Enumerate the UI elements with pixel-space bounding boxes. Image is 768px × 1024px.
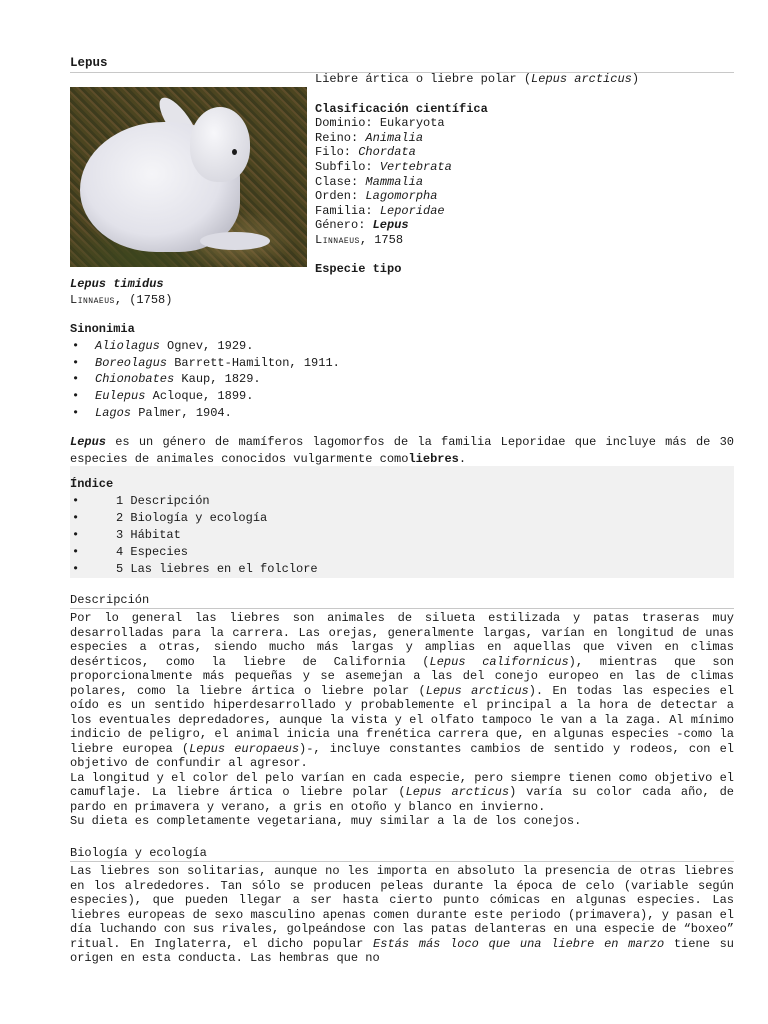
synonymy-heading: Sinonimia: [70, 322, 135, 336]
classification-heading: Clasificación científica: [315, 101, 488, 116]
synonym-authority: Barrett-Hamilton, 1911.: [167, 355, 340, 370]
intro-paragraph: Lepus es un género de mamíferos lagomorfos de la familia Leporidae que incluye más de 30 especies de animales conocidos vulgarmente comoliebres.: [70, 435, 734, 466]
synonym-genus[interactable]: Eulepus: [95, 389, 146, 404]
arctic-hare-photo: [70, 87, 307, 267]
image-caption: Liebre ártica o liebre polar (Lepus arcticus): [315, 72, 640, 86]
classification-label: Clase:: [315, 174, 366, 189]
synonym-authority: Palmer, 1904.: [131, 405, 232, 420]
synonym-genus[interactable]: Boreolagus: [95, 355, 168, 370]
classification-value[interactable]: Animalia: [365, 130, 424, 145]
classification-value[interactable]: Vertebrata: [379, 159, 452, 174]
table-of-contents: [70, 466, 734, 578]
toc-item[interactable]: • 5 Las liebres en el folclore: [70, 561, 734, 578]
toc-item[interactable]: • 4 Especies: [70, 544, 734, 561]
classification-label: Filo:: [315, 145, 359, 160]
descripcion-body: [70, 611, 734, 829]
synonym-item: [70, 388, 734, 405]
synonym-item: [70, 355, 734, 372]
type-species-heading: Especie tipo: [315, 261, 402, 276]
toc-heading: Índice: [70, 477, 114, 491]
synonym-item: [70, 371, 734, 388]
toc-list: [70, 493, 734, 578]
biologia-body: [70, 864, 734, 966]
classification-value[interactable]: Lepus: [372, 218, 409, 233]
genus-authority: Linnaeus, 1758: [315, 232, 404, 247]
synonymy-list: [70, 338, 734, 422]
classification-value[interactable]: Leporidae: [379, 203, 445, 218]
hare-head: [190, 107, 250, 182]
classification-row: [315, 189, 735, 204]
hare-eye: [232, 149, 237, 155]
classification-value[interactable]: Chordata: [358, 145, 416, 160]
synonym-authority: Ognev, 1929.: [159, 338, 254, 353]
synonym-genus[interactable]: Aliolagus: [95, 338, 160, 353]
liebres-link[interactable]: liebres: [408, 451, 459, 466]
toc-item[interactable]: • 3 Hábitat: [70, 527, 734, 544]
toc-item[interactable]: • 2 Biología y ecología: [70, 510, 734, 527]
synonym-item: [70, 338, 734, 355]
descripcion-paragraph: Su dieta es completamente vegetariana, muy similar a la de los conejos.: [70, 814, 582, 828]
synonym-authority: Kaup, 1829.: [174, 372, 261, 387]
type-species-authority: Linnaeus, (1758): [70, 293, 173, 307]
classification-label: Género:: [315, 218, 373, 233]
page-title: Lepus: [70, 56, 108, 70]
synonym-genus[interactable]: Chionobates: [95, 372, 175, 387]
classification-label: Familia:: [315, 203, 380, 218]
descripcion-paragraph: La longitud y el color del pelo varían en cada especie, pero siempre tienen como objetivo el camuflaje. La liebre ártica o liebre polar (Lepus arcticus) varía su color cada año, de pardo en primavera y verano, a gris en otoño y blanco en invierno.: [70, 770, 734, 814]
section-heading-descripcion: Descripción: [70, 593, 734, 609]
classification-row: [315, 175, 735, 190]
classification-row: [315, 145, 735, 160]
classification-row: [315, 116, 735, 131]
type-species: [70, 276, 734, 308]
synonym-item: [70, 405, 734, 422]
section-heading-biologia: Biología y ecología: [70, 846, 734, 862]
classification-row: [315, 204, 735, 219]
classification-label: Orden:: [315, 189, 366, 204]
classification-row: [315, 218, 735, 233]
classification-rows: [315, 116, 735, 233]
descripcion-paragraph: Por lo general las liebres son animales de silueta estilizada y patas traseras muy desarrolladas para la carrera. Las orejas, generalmente largas, varían en longitud de unas especies a otras, siendo mucho más largas y amplias en aquellas que viven en climas desérticos, como la liebre de California (Lepus californicus), mientras que son proporcionalmente más pequeñas y se asemejan a las del conejo europeo en las de climas polares, como la liebre ártica o liebre polar (Lepus arcticus). En todas las especies el oído es un sentido hiperdesarrollado y probablemente el principal a la hora de detectar a los eventuales depredadores, aunque la vista y el olfato tampoco le van a la zaga. Al mínimo indicio de peligro, el animal inicia una frenética carrera que, en algunas especies -como la liebre europea (Lepus europaeus)-, incluye constantes cambios de sentido y rodeos, con el objetivo de confundir al agresor.: [70, 611, 735, 770]
classification-label: Reino:: [315, 130, 366, 145]
toc-item[interactable]: • 1 Descripción: [70, 493, 734, 510]
classification-value[interactable]: Eukaryota: [379, 116, 445, 131]
biologia-paragraph: Las liebres son solitarias, aunque no les importa en absoluto la presencia de otras liebres en los alrededores. Tan sólo se producen peleas durante la época de celo (variable según especies), que pueden llegar a ser hasta cierto punto cómicas en algunas especies. Las liebres europeas de sexo masculino apenas comen durante este periodo (primavera), y pasan el día luchando con sus rivales, golpeándose con las patas delanteras en una especie de “boxeo” ritual. En Inglaterra, el dicho popular Estás más loco que una liebre en marzo tiene su origen en esta conducta. Las hembras que no: [70, 864, 734, 965]
synonym-authority: Acloque, 1899.: [145, 389, 254, 404]
classification-value[interactable]: Lagomorpha: [365, 189, 438, 204]
synonymy: [70, 321, 734, 422]
classification-row: [315, 160, 735, 175]
hare-foot: [200, 232, 270, 250]
type-species-name[interactable]: Lepus timidus: [70, 277, 164, 291]
classification-row: [315, 131, 735, 146]
taxobox: [315, 72, 735, 276]
classification-label: Subfilo:: [315, 159, 380, 174]
classification-label: Dominio:: [315, 116, 380, 131]
classification-value[interactable]: Mammalia: [365, 174, 424, 189]
synonym-genus[interactable]: Lagos: [95, 405, 132, 420]
